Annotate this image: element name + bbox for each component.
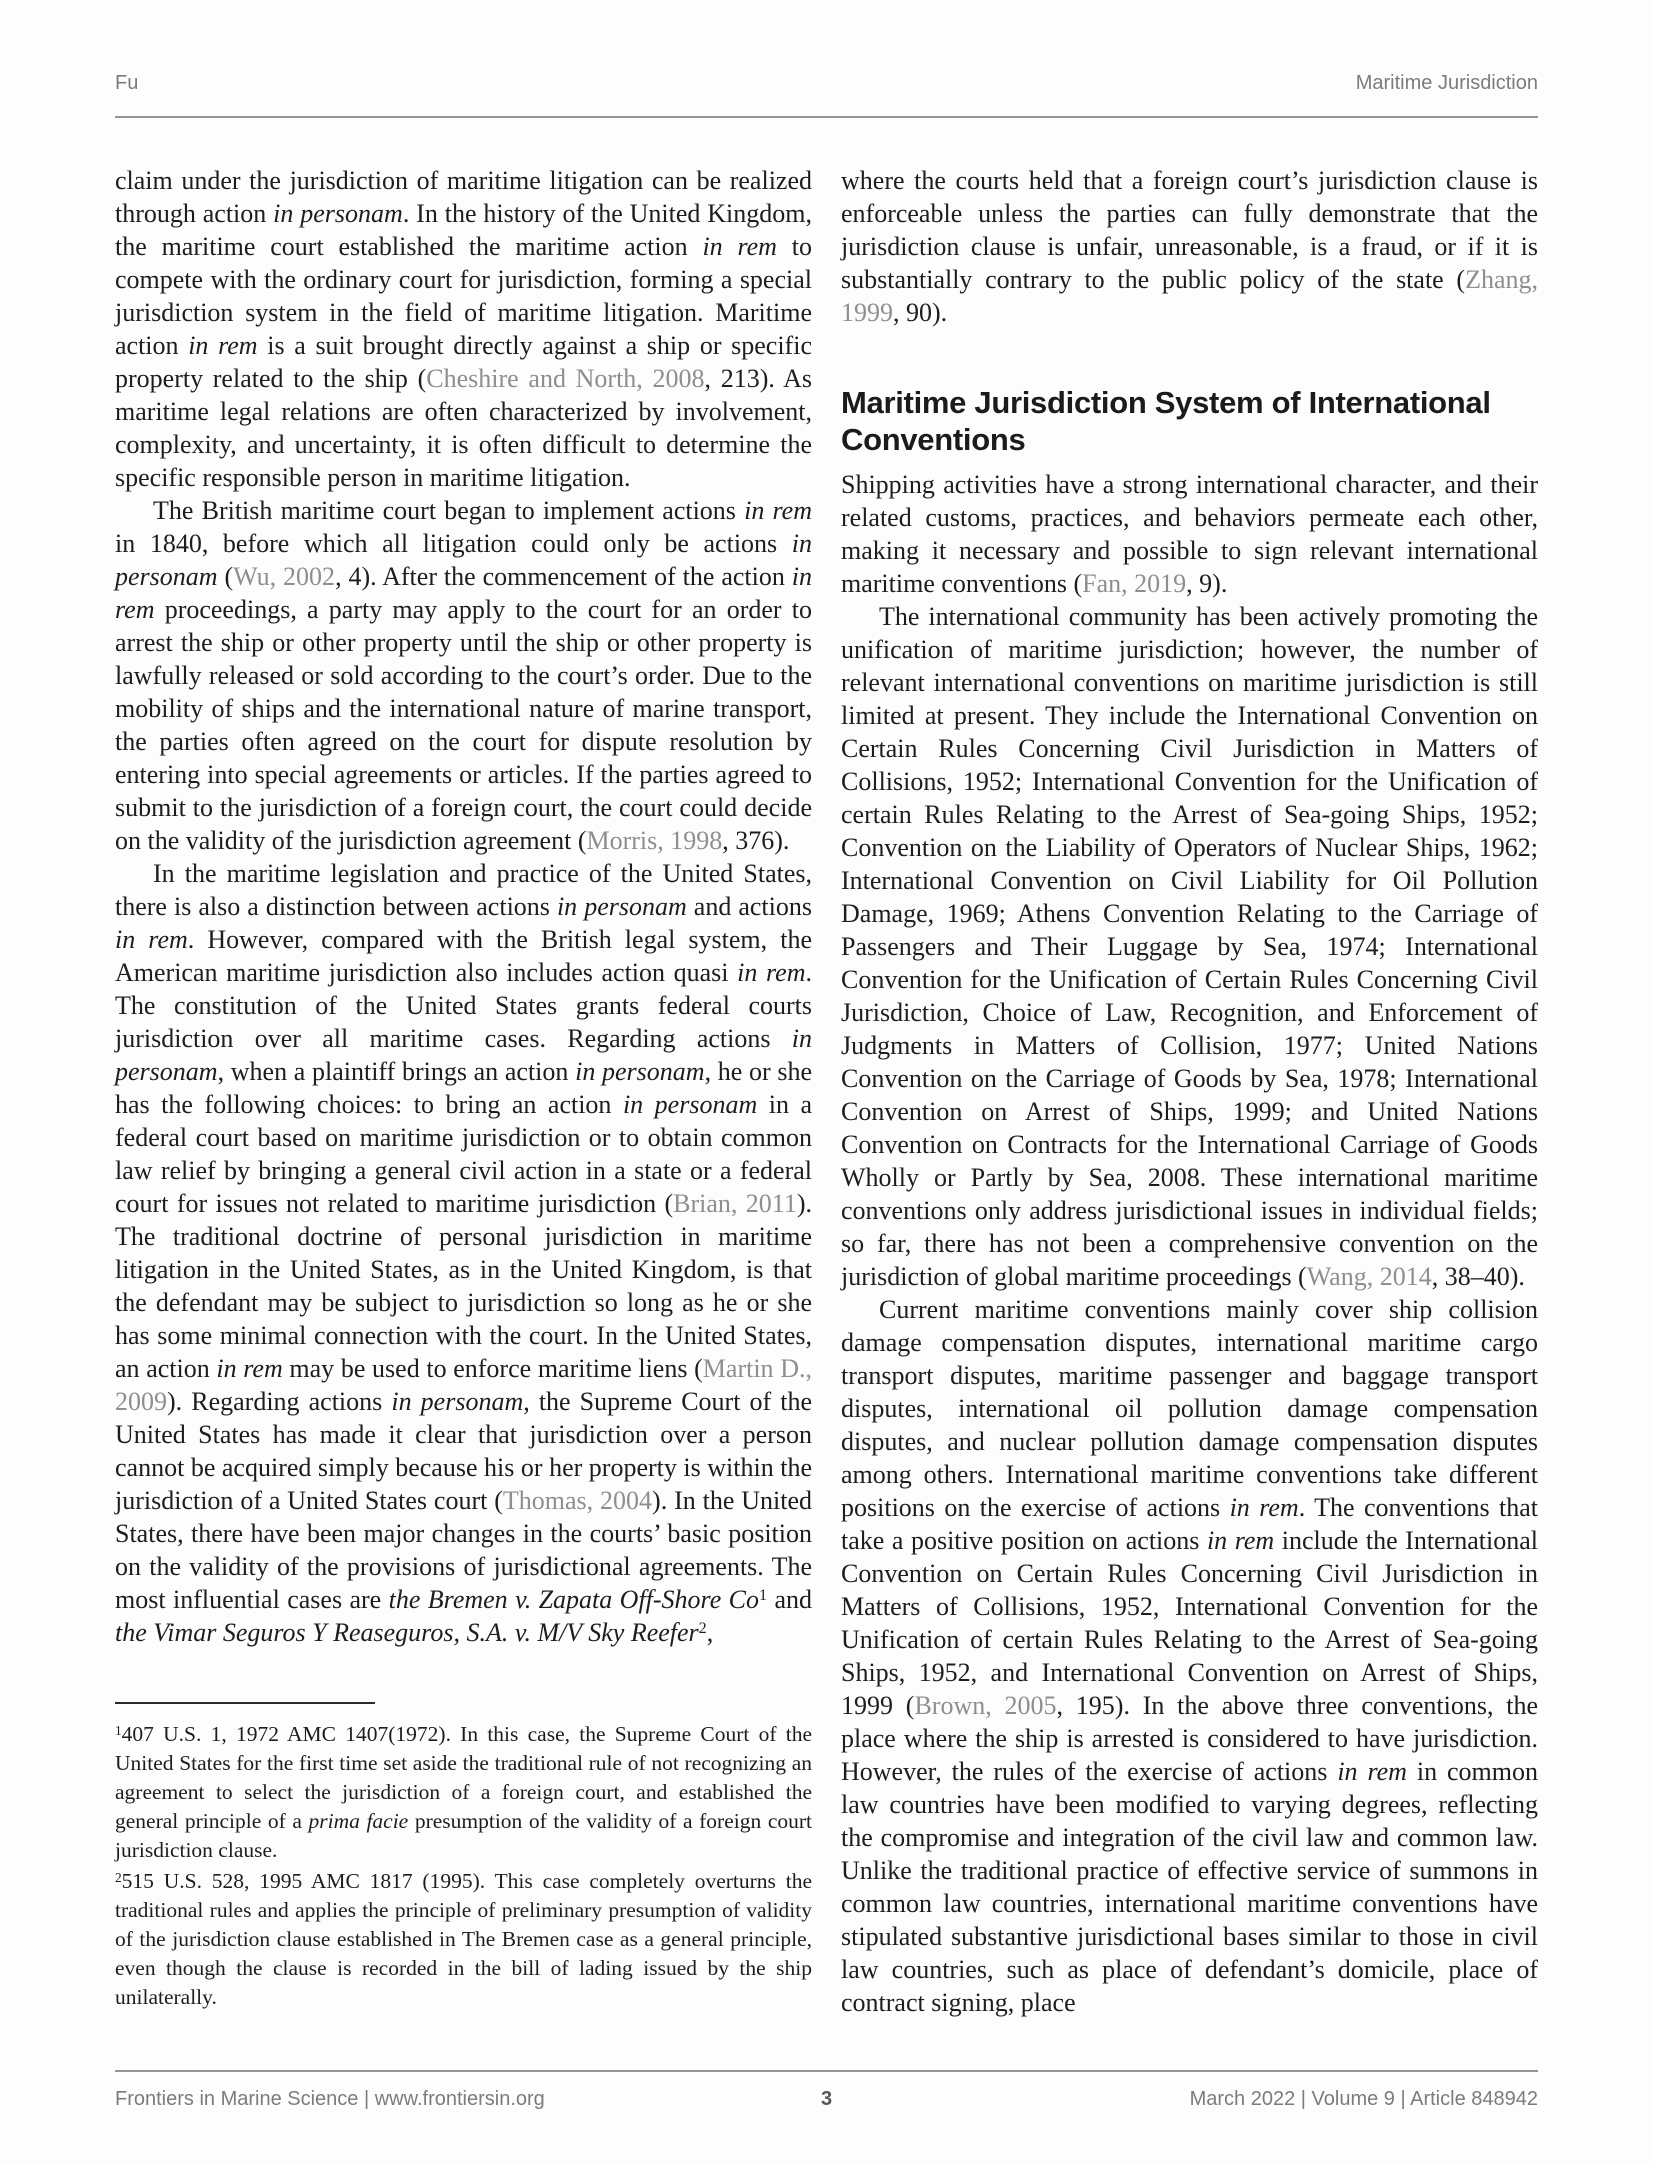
text-run: 407 U.S. 1, 1972 AMC 1407(1972). In this case, the Supreme Court of the United States for the first time set aside the traditional rule of not recognizing an agreement to select the jurisdiction of a foreign court, and established the general principle of a xyxy=(115,1722,812,1833)
italic-run: the Vimar Seguros Y Reaseguros, S.A. v. M/V Sky Reefer xyxy=(115,1618,699,1647)
text-run: The British maritime court began to implement actions xyxy=(153,496,745,525)
footer-rule xyxy=(115,2070,1538,2072)
italic-run: in rem xyxy=(1229,1493,1299,1522)
citation: Wu, 2002 xyxy=(233,562,336,591)
paragraph xyxy=(841,1293,1538,2019)
text-run: Current maritime conventions mainly cover ship collision damage compensation disputes, international maritime cargo transport disputes, maritime passenger and baggage transport disputes, international oil pollution damage compensation disputes, and nuclear pollution damage compensation disputes among others. International maritime conventions take different positions on the exercise of actions xyxy=(841,1295,1538,1522)
text-run: where the courts held that a foreign court’s jurisdiction clause is enforceable unless the parties can fully demonstrate that the jurisdiction clause is unfair, unreasonable, is a fraud, or if it is substantially contrary to the public policy of the state ( xyxy=(841,166,1538,294)
section-heading: Maritime Jurisdiction System of International Conventions xyxy=(841,385,1491,457)
paragraph-continuation xyxy=(841,164,1538,329)
text-run: to compete with the ordinary court for jurisdiction, forming a special jurisdiction system in the field of maritime litigation. Maritime action xyxy=(115,232,812,360)
text-run: In the maritime legislation and practice of the United States, there is also a distinction between actions xyxy=(115,859,812,921)
text-run: ). The traditional doctrine of personal jurisdiction in maritime litigation in the United States, as in the United Kingdom, is that the defendant may be subject to jurisdiction so long as he or she has some minimal connection with the court. In the United States, an action xyxy=(115,1189,812,1383)
superscript-marker: 2 xyxy=(698,1620,707,1638)
header-rule xyxy=(115,116,1538,118)
text-run: , 376). xyxy=(722,826,790,855)
text-run: , 213). As maritime legal relations are often characterized by involvement, complexity, and uncertainty, it is often difficult to determine the specific responsible person in maritime litigation. xyxy=(115,364,813,492)
text-run: in common law countries have been modified to varying degrees, reflecting the compromise and integration of the civil law and common law. Unlike the traditional practice of effective service of summons in common law countries, international maritime conventions have stipulated substantive jurisdictional bases similar to those in civil law countries, such as place of defendant’s domicile, place of contract signing, place xyxy=(841,1757,1538,2017)
text-run: and xyxy=(767,1585,812,1614)
text-run: presumption of the validity of a foreign court jurisdiction clause. xyxy=(115,1809,812,1862)
text-run: is a suit brought directly against a ship or specific property related to the ship ( xyxy=(115,331,812,393)
italic-run: in personam xyxy=(115,1024,812,1086)
italic-run: in rem xyxy=(737,958,806,987)
text-run: claim under the jurisdiction of maritime litigation can be realized through action xyxy=(115,166,812,228)
italic-run: in personam xyxy=(115,529,812,591)
right-column xyxy=(841,164,1539,2017)
italic-run: in rem xyxy=(115,925,188,954)
text-run: , 4). After the commencement of the action xyxy=(335,562,792,591)
italic-run: in rem xyxy=(216,1354,283,1383)
italic-run: the Bremen v. Zapata Off-Shore Co xyxy=(388,1585,759,1614)
italic-run: prima facie xyxy=(308,1809,409,1833)
text-run: , the Supreme Court of the United States has made it clear that jurisdiction over a person cannot be acquired simply because his or her property is within the jurisdiction of a United States court ( xyxy=(115,1387,813,1515)
italic-run: in rem xyxy=(188,331,258,360)
citation: Brown, 2005 xyxy=(914,1691,1057,1720)
text-run: ). Regarding actions xyxy=(167,1387,392,1416)
footnotes-block xyxy=(115,1702,812,2012)
footer-journal: Frontiers in Marine Science | www.frontiersin.org xyxy=(115,2088,545,2110)
text-run: , he or she has the following choices: to bring an action xyxy=(115,1057,812,1119)
text-run: , when a plaintiff brings an action xyxy=(217,1057,576,1086)
citation: Zhang, 1999 xyxy=(841,265,1538,327)
text-run: , 38–40). xyxy=(1431,1262,1525,1291)
text-run: , 195). In the above three conventions, the place where the ship is arrested is considered to have jurisdiction. However, the rules of the exercise of actions xyxy=(841,1691,1539,1786)
footnote-1 xyxy=(115,1720,812,1865)
text-run: , 9). xyxy=(1186,569,1228,598)
left-column xyxy=(115,164,812,2012)
text-run: , xyxy=(706,1618,714,1647)
superscript-marker: 1 xyxy=(115,1722,122,1738)
italic-run: in personam xyxy=(391,1387,524,1416)
italic-run: in rem xyxy=(1206,1526,1275,1555)
running-head xyxy=(115,72,1538,95)
text-run: ( xyxy=(217,562,234,591)
text-run: . However, compared with the British legal system, the American maritime jurisdiction also includes action quasi xyxy=(115,925,812,987)
text-run: The international community has been actively promoting the unification of maritime jurisdiction; however, the number of relevant international conventions on maritime jurisdiction is still limited at present. They include the International Convention on Certain Rules Concerning Civil Jurisdiction in Matters of Collisions, 1952; International Convention for the Unification of certain Rules Relating to the Arrest of Sea-going Ships, 1952; Convention on the Liability of Operators of Nuclear Ships, 1962; International Convention on Civil Liability for Oil Pollution Damage, 1969; Athens Convention Relating to the Carriage of Passengers and Their Luggage by Sea, 1974; International Convention for the Unification of Certain Rules Concerning Civil Jurisdiction, Choice of Law, Recognition, and Enforcement of Judgments in Matters of Collision, 1977; United Nations Convention on the Carriage of Goods by Sea, 1978; International Convention on Arrest of Ships, 1999; and United Nations Convention on Contracts for the International Carriage of Goods Wholly or Partly by Sea, 2008. These international maritime conventions only address jurisdictional issues in individual fields; so far, there has not been a comprehensive convention on the jurisdiction of global maritime proceedings ( xyxy=(841,602,1538,1291)
page-footer xyxy=(115,2088,1538,2111)
article-body xyxy=(115,164,1539,2017)
text-run: proceedings, a party may apply to the court for an order to arrest the ship or other property until the ship or other property is lawfully released or sold according to the court’s order. Due to the mobility of ships and the international nature of marine transport, the parties often agreed on the court for dispute resolution by entering into special agreements or articles. If the parties agreed to submit to the jurisdiction of a foreign court, the court could decide on the validity of the jurisdiction agreement ( xyxy=(115,595,812,855)
italic-run: in rem xyxy=(702,232,777,261)
text-run: in a federal court based on maritime jurisdiction or to obtain common law relief by bringing a general civil action in a state or a federal court for issues not related to maritime jurisdiction ( xyxy=(115,1090,813,1218)
italic-run: in personam xyxy=(575,1057,705,1086)
superscript-marker: 2 xyxy=(115,1869,122,1885)
paragraph xyxy=(115,857,812,1649)
text-run: and actions xyxy=(686,892,813,921)
citation: Wang, 2014 xyxy=(1306,1262,1432,1291)
text-run: Shipping activities have a strong international character, and their related customs, practices, and behaviors permeate each other, making it necessary and possible to sign relevant international maritime conventions ( xyxy=(841,470,1538,598)
text-run: . The constitution of the United States grants federal courts jurisdiction over all maritime cases. Regarding actions xyxy=(115,958,812,1053)
text-run: . In the history of the United Kingdom, the maritime court established the maritime action xyxy=(115,199,812,261)
footer-issue: March 2022 | Volume 9 | Article 848942 xyxy=(1189,2088,1538,2110)
running-head-author: Fu xyxy=(115,72,139,94)
italic-run: in personam xyxy=(273,199,403,228)
italic-run: in personam xyxy=(622,1090,758,1119)
text-run: in 1840, before which all litigation could only be actions xyxy=(115,529,792,558)
text-run: may be used to enforce maritime liens ( xyxy=(282,1354,703,1383)
text-run: ). In the United States, there have been major changes in the courts’ basic position on the validity of the provisions of jurisdictional agreements. The most influential cases are xyxy=(115,1486,813,1614)
text-run: 515 U.S. 528, 1995 AMC 1817 (1995). This case completely overturns the traditional rules and applies the principle of preliminary presumption of validity of the jurisdiction clause established in The Bremen case as a general principle, even though the clause is recorded in the bill of lading issued by the ship unilaterally. xyxy=(115,1869,812,2009)
text-run: . The conventions that take a positive position on actions xyxy=(841,1493,1538,1555)
text-run: include the International Convention on Certain Rules Concerning Civil Jurisdiction in Matters of Collisions, 1952, International Convention for the Unification of certain Rules Relating to the Arrest of Sea-going Ships, 1952, and International Convention on Arrest of Ships, 1999 ( xyxy=(841,1526,1538,1720)
citation: Morris, 1998 xyxy=(586,826,723,855)
footnote-divider xyxy=(115,1702,375,1704)
superscript-marker: 1 xyxy=(758,1587,768,1605)
citation: Cheshire and North, 2008 xyxy=(426,364,705,393)
paragraph xyxy=(841,468,1538,600)
paragraph-continuation xyxy=(115,164,812,494)
footer-page-number: 3 xyxy=(820,2088,833,2110)
citation: Brian, 2011 xyxy=(673,1189,797,1218)
italic-run: in rem xyxy=(1337,1757,1407,1786)
citation: Martin D., 2009 xyxy=(115,1354,812,1416)
citation: Fan, 2019 xyxy=(1082,569,1187,598)
footnote-2 xyxy=(115,1867,812,2012)
running-head-title: Maritime Jurisdiction xyxy=(1355,72,1538,94)
text-run: , 90). xyxy=(893,298,948,327)
italic-run: in rem xyxy=(115,562,812,624)
paragraph xyxy=(115,494,812,857)
citation: Thomas, 2004 xyxy=(502,1486,653,1515)
italic-run: in rem xyxy=(744,496,812,525)
paragraph xyxy=(841,600,1538,1293)
italic-run: in personam xyxy=(556,892,687,921)
